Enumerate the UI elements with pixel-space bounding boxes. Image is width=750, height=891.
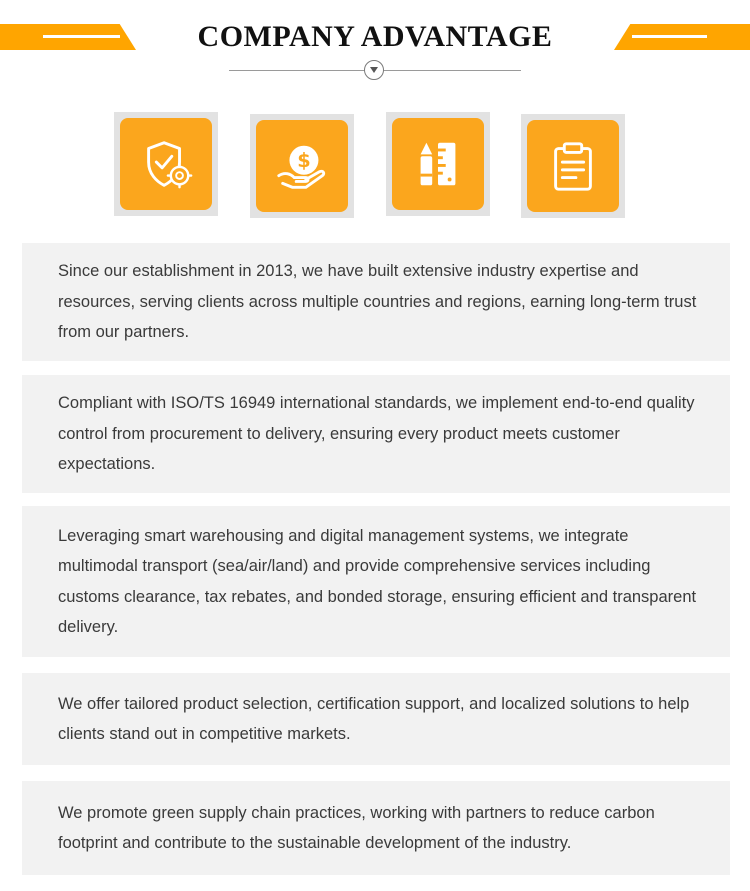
section-header — [0, 0, 750, 90]
advantage-text: Since our establishment in 2013, we have built extensive industry expertise and resources, serving clients across multiple countries and regions, earning long-term trust from our partners. — [58, 262, 697, 342]
icon-tile-card — [392, 118, 484, 210]
advantage-card-2 — [22, 375, 730, 493]
dollar-coin-hand-icon — [273, 137, 331, 195]
advantage-text: We promote green supply chain practices, working with partners to reduce carbon footprint and contribute to the sustainable development of the industry. — [58, 803, 655, 852]
icon-tile-card — [527, 120, 619, 212]
icon-tile-3 — [386, 112, 490, 218]
advantage-text: We offer tailored product selection, certification support, and localized solutions to help clients stand out in competitive markets. — [58, 694, 690, 743]
clipboard-icon — [544, 137, 602, 195]
advantage-card-5 — [22, 781, 730, 875]
advantage-card-4 — [22, 673, 730, 765]
icon-tile-card — [256, 120, 348, 212]
advantage-text: Leveraging smart warehousing and digital management systems, we integrate multimodal transport (sea/air/land) and provide comprehensive services including customs clearance, tax rebates, and bonded storage, ensuring efficient and transparent delivery. — [58, 526, 697, 636]
chevron-down-icon — [364, 60, 384, 80]
shield-check-gear-icon — [137, 135, 195, 193]
page-title: COMPANY ADVANTAGE — [197, 20, 553, 53]
icon-tile-card — [120, 118, 212, 210]
pencil-ruler-icon — [409, 135, 467, 193]
advantage-text: Compliant with ISO/TS 16949 international standards, we implement end-to-end quality control from procurement to delivery, ensuring every product meets customer expectations. — [58, 394, 695, 474]
advantage-card-1 — [22, 243, 730, 361]
svg-text:$: $ — [297, 148, 311, 172]
icon-tile-2 — [250, 114, 354, 220]
icon-tile-4 — [521, 114, 625, 220]
icon-tile-1 — [114, 112, 218, 218]
advantage-card-3 — [22, 506, 730, 657]
